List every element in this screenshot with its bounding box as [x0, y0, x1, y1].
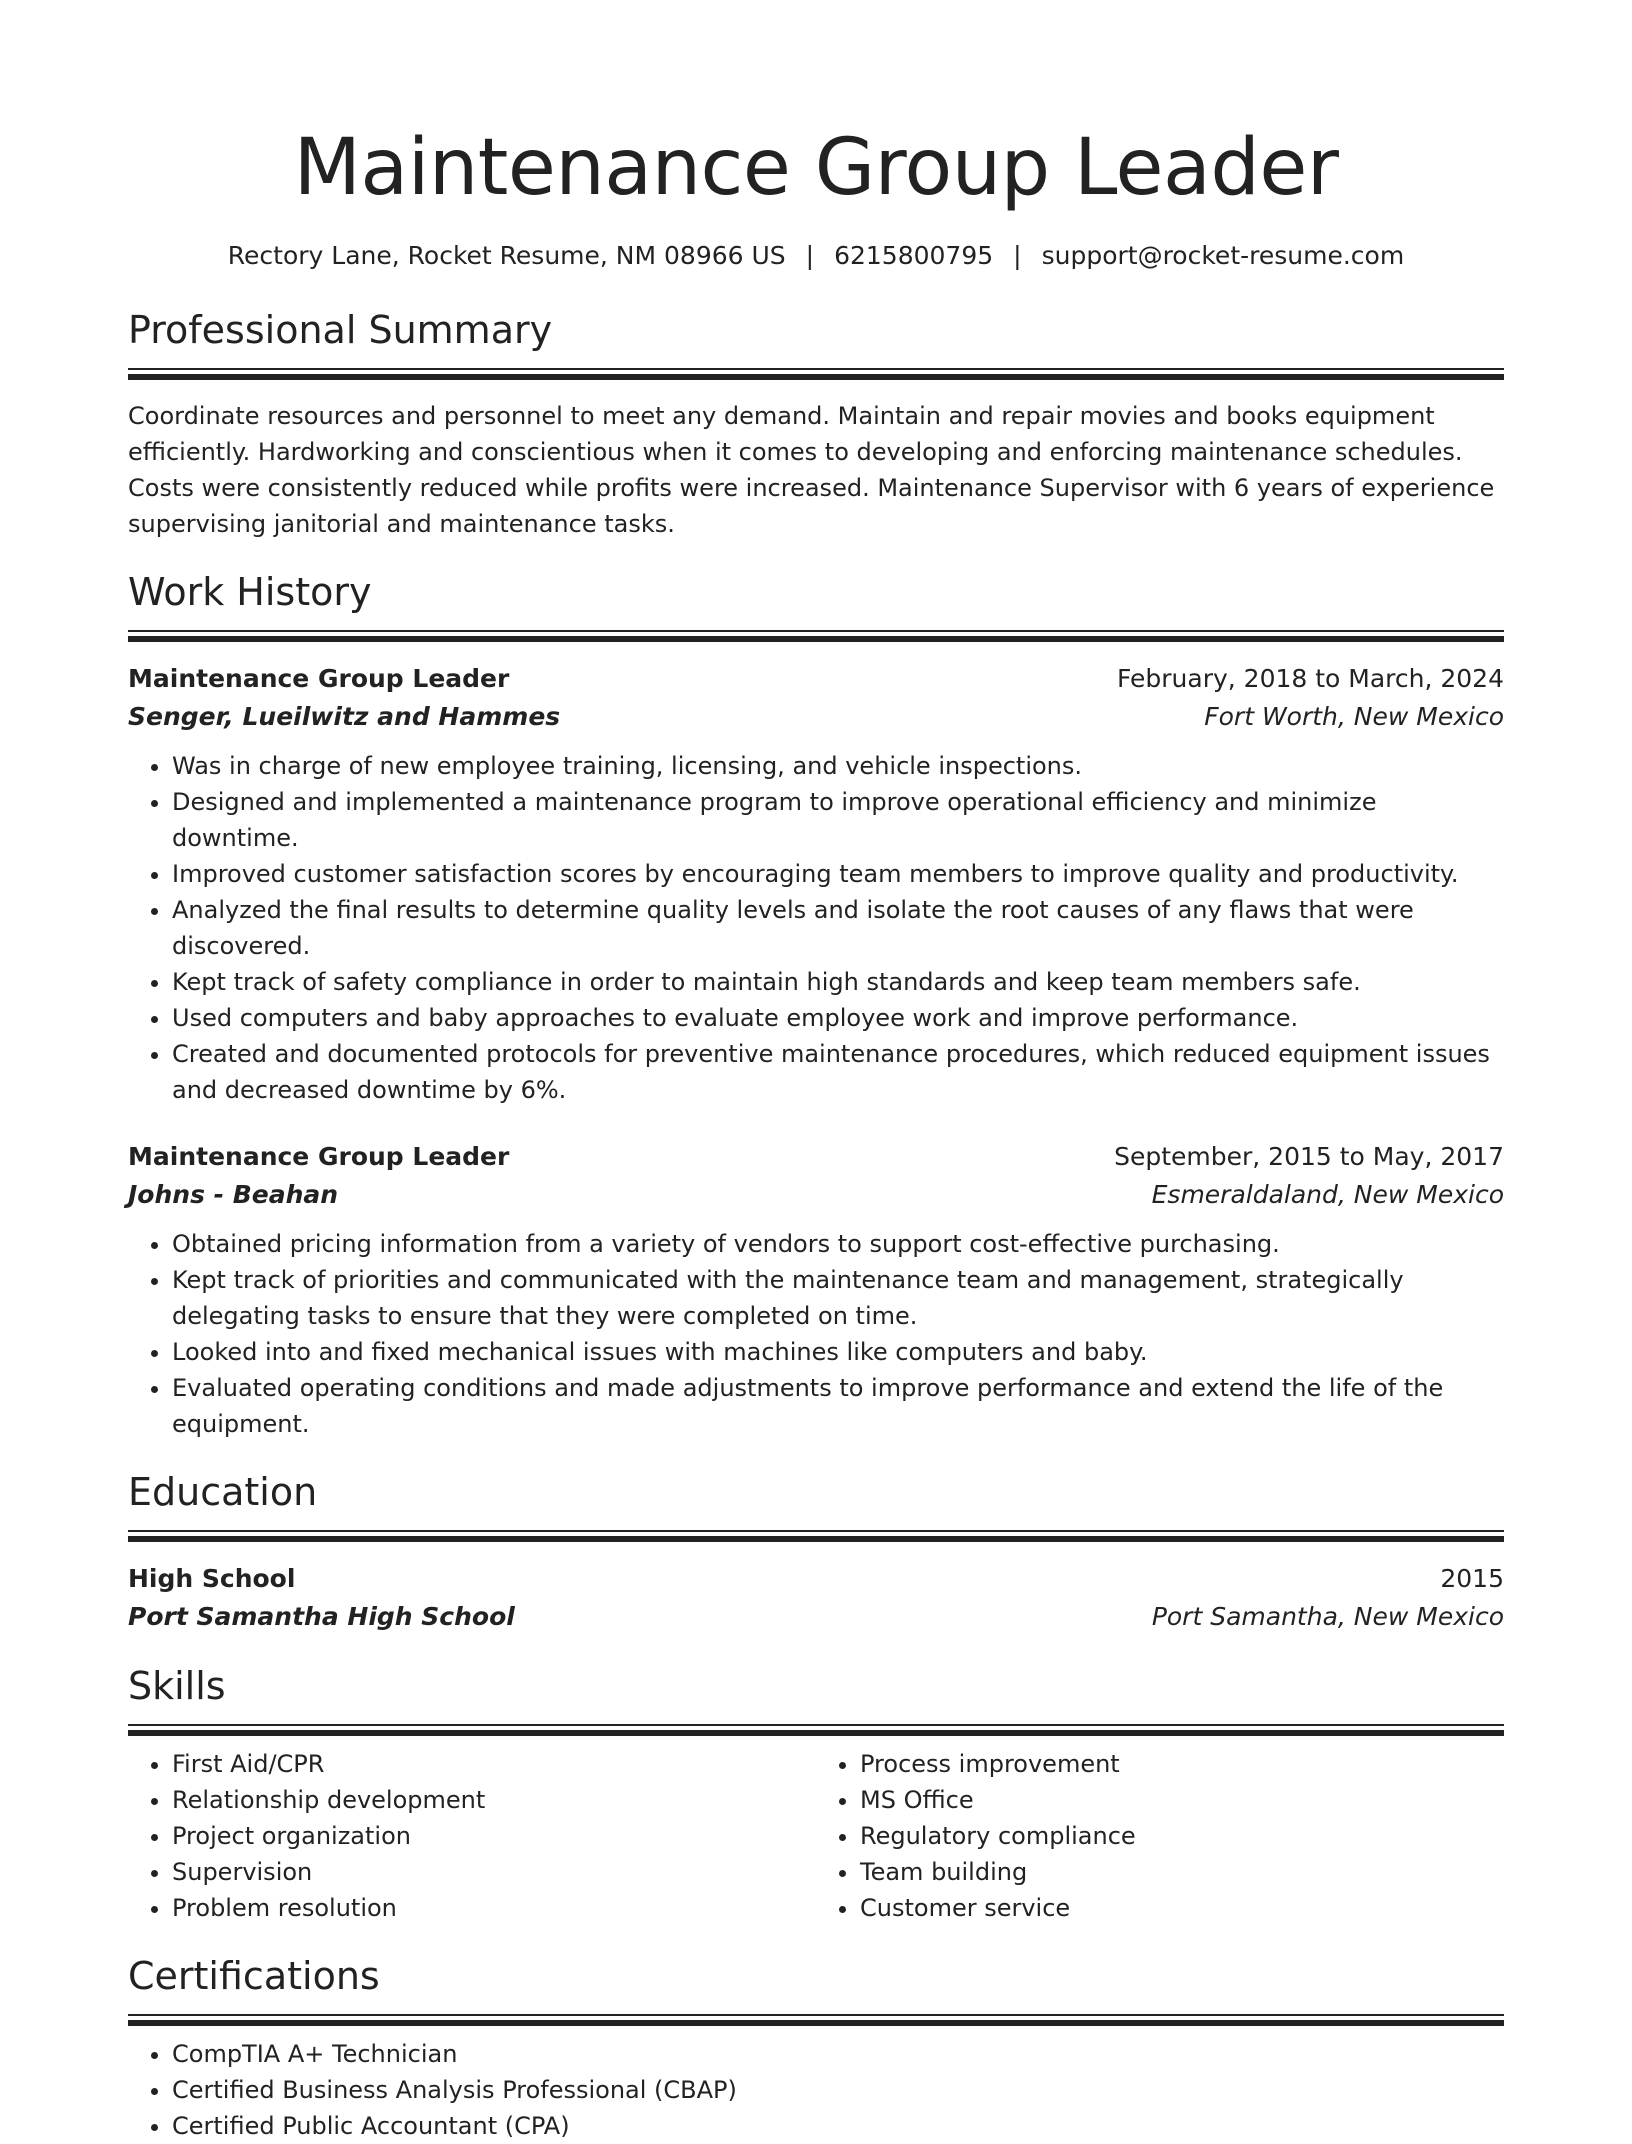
- education-year: 2015: [1440, 1564, 1504, 1593]
- list-item: • Designed and implemented a maintenance program to improve operational efficiency and minimize downtime.: [172, 784, 1504, 856]
- education-section: [128, 1468, 1504, 1636]
- skills-right: [816, 1746, 1504, 1926]
- certification-item: • Certified Business Analysis Professional (CBAP): [172, 2072, 1504, 2108]
- job-entry: [128, 660, 1504, 1108]
- skill-item: • First Aid/CPR: [172, 1746, 816, 1782]
- job-entry: [128, 1138, 1504, 1442]
- section-divider: [128, 368, 1504, 380]
- summary-text: Coordinate resources and personnel to meet any demand. Maintain and repair movies and books equipment efficiently. Hardworking and conscientious when it comes to developing and enforcing maintenance schedules. Costs were consistently reduced while profits were increased. Maintenance Supervisor with 6 years of experience supervising janitorial and maintenance tasks.: [128, 402, 1495, 538]
- job-bullets: [128, 1226, 1504, 1442]
- skill-item: • Supervision: [172, 1854, 816, 1890]
- section-divider: [128, 1530, 1504, 1542]
- skill-item: • Project organization: [172, 1818, 816, 1854]
- email: support@rocket-resume.com: [1041, 241, 1405, 270]
- job-location: Esmeraldaland, New Mexico: [1151, 1180, 1504, 1209]
- company: Johns - Beahan: [128, 1180, 339, 1209]
- job-title: Maintenance Group Leader: [128, 1142, 510, 1171]
- job-dates: February, 2018 to March, 2024: [1116, 664, 1504, 693]
- section-divider: [128, 630, 1504, 642]
- skill-item: • Process improvement: [860, 1746, 1504, 1782]
- certification-item: • CompTIA A+ Technician: [172, 2036, 1504, 2072]
- address: Rectory Lane, Rocket Resume, NM 08966 US: [227, 241, 786, 270]
- list-item: • Kept track of priorities and communicated with the maintenance team and management, strategically delegating tasks to ensure that they were completed on time.: [172, 1262, 1504, 1334]
- list-item: • Was in charge of new employee training, licensing, and vehicle inspections.: [172, 748, 1504, 784]
- company: Senger, Lueilwitz and Hammes: [128, 702, 561, 731]
- summary-section: [128, 306, 1504, 542]
- skill-item: • Team building: [860, 1854, 1504, 1890]
- skills-columns: [128, 1746, 1504, 1926]
- job-title: Maintenance Group Leader: [128, 664, 510, 693]
- section-title-summary: Professional Summary: [128, 308, 553, 352]
- skill-item: • Problem resolution: [172, 1890, 816, 1926]
- skill-item: • Customer service: [860, 1890, 1504, 1926]
- list-item: • Created and documented protocols for preventive maintenance procedures, which reduced equipment issues and decreased downtime by 6%.: [172, 1036, 1504, 1108]
- skill-item: • Relationship development: [172, 1782, 816, 1818]
- skill-item: • MS Office: [860, 1782, 1504, 1818]
- list-item: • Used computers and baby approaches to evaluate employee work and improve performance.: [172, 1000, 1504, 1036]
- list-item: • Looked into and fixed mechanical issues with machines like computers and baby.: [172, 1334, 1504, 1370]
- separator: |: [805, 241, 815, 270]
- skills-section: [128, 1662, 1504, 1926]
- section-title-education: Education: [128, 1470, 318, 1514]
- section-divider: [128, 1724, 1504, 1736]
- job-bullets: [128, 748, 1504, 1108]
- separator: |: [1013, 241, 1022, 270]
- degree: High School: [128, 1564, 296, 1593]
- list-item: • Evaluated operating conditions and made adjustments to improve performance and extend the life of the equipment.: [172, 1370, 1504, 1442]
- certifications-section: [128, 1952, 1504, 2144]
- job-location: Fort Worth, New Mexico: [1204, 702, 1504, 731]
- contact-line: [128, 240, 1504, 272]
- school-location: Port Samantha, New Mexico: [1151, 1602, 1504, 1631]
- skills-left: [128, 1746, 816, 1926]
- work-section: [128, 568, 1504, 1442]
- list-item: • Kept track of safety compliance in order to maintain high standards and keep team members safe.: [172, 964, 1504, 1000]
- job-dates: September, 2015 to May, 2017: [1114, 1142, 1504, 1171]
- resume-name: Maintenance Group Leader: [293, 123, 1339, 213]
- section-title-skills: Skills: [128, 1664, 226, 1708]
- certification-list: [128, 2036, 1504, 2144]
- skill-item: • Regulatory compliance: [860, 1818, 1504, 1854]
- phone: 6215800795: [834, 241, 994, 270]
- section-title-work: Work History: [128, 570, 372, 614]
- education-entry: [128, 1560, 1504, 1636]
- section-title-certifications: Certifications: [128, 1954, 380, 1998]
- section-divider: [128, 2014, 1504, 2026]
- school: Port Samantha High School: [128, 1602, 515, 1631]
- list-item: • Improved customer satisfaction scores by encouraging team members to improve quality and productivity.: [172, 856, 1504, 892]
- certification-item: • Certified Public Accountant (CPA): [172, 2108, 1504, 2144]
- list-item: • Obtained pricing information from a variety of vendors to support cost-effective purchasing.: [172, 1226, 1504, 1262]
- list-item: • Analyzed the final results to determine quality levels and isolate the root causes of any flaws that were discovered.: [172, 892, 1504, 964]
